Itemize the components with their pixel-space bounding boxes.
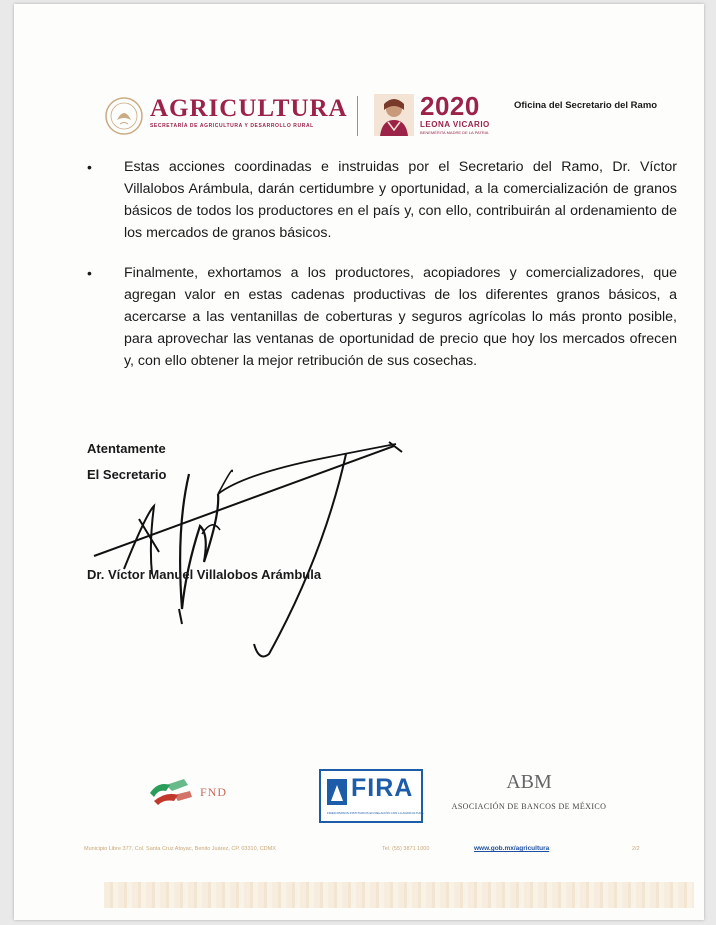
fnd-emblem-icon (144, 771, 196, 811)
signer-title: El Secretario (87, 467, 167, 482)
fnd-logo (144, 771, 294, 811)
partner-logos (144, 761, 607, 831)
footer-phone: Tel. (55) 3871 1000 (382, 846, 430, 852)
national-seal-icon (104, 96, 144, 136)
commemorative-year (420, 92, 490, 135)
salutation: Atentamente (87, 441, 166, 456)
paragraph-text: Estas acciones coordinadas e instruidas por el Secretario del Ramo, Dr. Víctor Villalobos Arámbula, darán certidumbre y oportunidad, a la comercialización de granos básicos de todos los productores en el país y, con ello, contribuirán al ordenamiento de los mercados de granos básicos. (124, 159, 677, 241)
letter-page (14, 4, 704, 920)
bullet-paragraph (87, 156, 677, 244)
header-divider (357, 96, 358, 136)
footer-address: Municipio Libre 377, Col. Santa Cruz Atoyac, Benito Juárez, CP. 03310, CDMX (84, 846, 276, 852)
abm-name: ASOCIACIÓN DE BANCOS DE MÉXICO (451, 802, 607, 811)
signer-name: Dr. Víctor Manuel Villalobos Arámbula (87, 567, 322, 582)
letterhead (104, 92, 684, 140)
footer-website-link[interactable]: www.gob.mx/agricultura (474, 845, 550, 852)
bullet-icon: • (87, 265, 92, 281)
brand-subtitle: SECRETARÍA DE AGRICULTURA Y DESARROLLO RURAL (150, 123, 314, 129)
agency-brand (150, 96, 348, 129)
closing-block (87, 436, 167, 488)
abm-monogram: ABM (506, 771, 552, 793)
year-number: 2020 (420, 91, 480, 121)
office-name: Oficina del Secretario del Ramo (514, 100, 658, 111)
fira-emblem-icon (325, 777, 349, 807)
page-number: 2/2 (632, 846, 640, 852)
bullet-icon: • (87, 159, 92, 175)
fira-logo (319, 769, 423, 823)
decorative-footer-band (104, 882, 694, 908)
year-name: LEONA VICARIO (420, 120, 490, 129)
letter-body (87, 156, 677, 390)
fira-text: FIRA (351, 774, 414, 802)
year-subtitle: BENEMÉRITA MADRE DE LA PATRIA (420, 130, 489, 135)
fira-subtitle: FIDEICOMISOS INSTITUIDOS EN RELACIÓN CON LA AGRICULTURA (327, 811, 424, 815)
abm-logo (449, 771, 609, 831)
bullet-paragraph (87, 262, 677, 372)
paragraph-text: Finalmente, exhortamos a los productores, acopiadores y comercializadores, que agregan valor en estas cadenas productivas de los diferentes granos básicos, a acercarse a las ventanillas de coberturas y seguros agrícolas lo más pronto posible, para aprovechar las ventanas de oportunidad de precio que hoy los mercados ofrecen y, con ello obtener la mejor retribución de sus cosechas. (124, 265, 677, 369)
fnd-text: FND (200, 785, 228, 799)
brand-name: AGRICULTURA (150, 95, 348, 122)
leona-vicario-portrait-icon (374, 94, 414, 136)
